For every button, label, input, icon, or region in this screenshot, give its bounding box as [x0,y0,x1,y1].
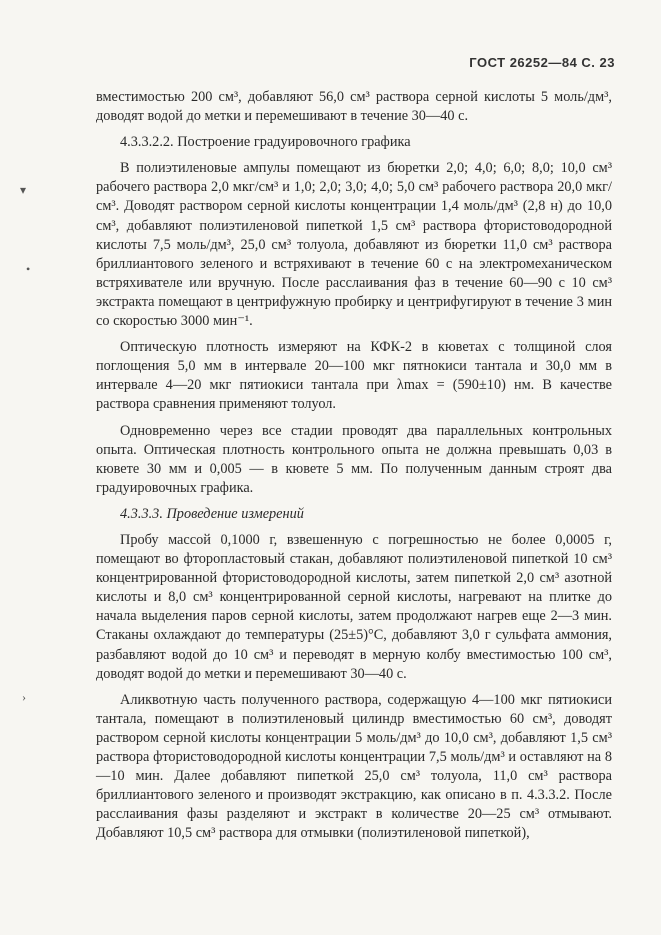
margin-mark: ▾ [20,183,27,197]
paragraph-continuation: вместимостью 200 см³, добавляют 56,0 см³ раствора серной кислоты 5 моль/дм³, доводят водой до метки и перемешивают в течение 30—40 с. [96,89,612,125]
paragraph: Оптическую плотность измеряют на КФК-2 в кюветах с толщиной слоя поглощения 5,0 мм в интервале 20—100 мкг пятнокиси тантала и 30,0 мм в интервале 4—20 мкг пятиокиси тантала при λmax = (590±10) нм. В качестве раствора сравнения применяют толуол. [96,339,612,413]
paragraph: Пробу массой 0,1000 г, взвешенную с погрешностью не более 0,0005 г, помещают во фторопластовый стакан, добавляют полиэтиленовой пипеткой 10 см³ концентрированной фтористоводородной кислоты, затем пипеткой 2,0 см³ азотной кислоты и 8,0 см³ концентрированной серной кислоты, нагревают на плитке до начала выделения паров серной кислоты, затем продолжают нагрев еще 2—3 мин. Стаканы охлаждают до температуры (25±5)°С, добавляют 3,0 г сульфата аммония, разбавляют водой до 10 см³ и переводят в мерную колбу вместимостью 100 см³, доводят водой до метки и перемешивают 30—40 с. [96,531,612,682]
body-text [96,88,612,843]
paragraph: В полиэтиленовые ампулы помещают из бюретки 2,0; 4,0; 6,0; 8,0; 10,0 см³ рабочего раствора 2,0 мкг/см³ и 1,0; 2,0; 3,0; 4,0; 5,0 см³ рабочего раствора 20,0 мкг/см³. Доводят раствором серной кислоты концентрации 1,4 моль/дм³ (2,8 н) до 10,0 см³, добавляют полиэтиленовой пипеткой 1,5 см³ раствора фтористоводородной кислоты 7,5 моль/дм³, 25,0 см³ толуола, добавляют из бюретки 11,0 см³ раствора бриллиантового зеленого и встряхивают в течение 60 с на электромеханическом встряхивателе или вручную. После расслаивания фаз в течение 60—90 с 10 см³ экстракта помещают в центрифужную пробирку и центрифугируют в течение 3 мин со скоростью 3000 мин⁻¹. [96,160,612,330]
paragraph: Аликвотную часть полученного раствора, содержащую 4—100 мкг пятиокиси тантала, помещают в полиэтиленовый цилиндр вместимостью 60 см³, доводят раствором серной кислоты концентрации 5 моль/дм³ до 10,0 см³, добавляют 1,5 см³ раствора фтористоводородной кислоты концентрации 7,5 моль/дм³ и оставляют на 8—10 мин. Далее добавляют пипеткой 25,0 см³ толуола, 11,0 см³ раствора бриллиантового зеленого и производят экстракцию, как описано в п. 4.3.3.2. После расслаивания фазы разделяют и экстракт в количестве 20—25 см³ отмывают. Добавляют 10,5 см³ раствора для отмывки (полиэтиленовой пипеткой), [96,691,612,842]
page-header: ГОСТ 26252—84 С. 23 [469,55,615,70]
paragraph: Одновременно через все стадии проводят два параллельных контрольных опыта. Оптическая плотность контрольного опыта не должна превышать 0,03 в кювете 30 мм и 0,005 — в кювете 5 мм. По полученным данным строят два градуировочных графика. [96,422,612,496]
section-heading-4-3-3-2-2: 4.3.3.2.2. Построение градуировочного графика [120,134,411,151]
margin-mark: • [26,262,31,276]
section-heading-4-3-3-3: 4.3.3.3. Проведение измерений [120,505,304,522]
margin-mark: › [22,690,26,704]
